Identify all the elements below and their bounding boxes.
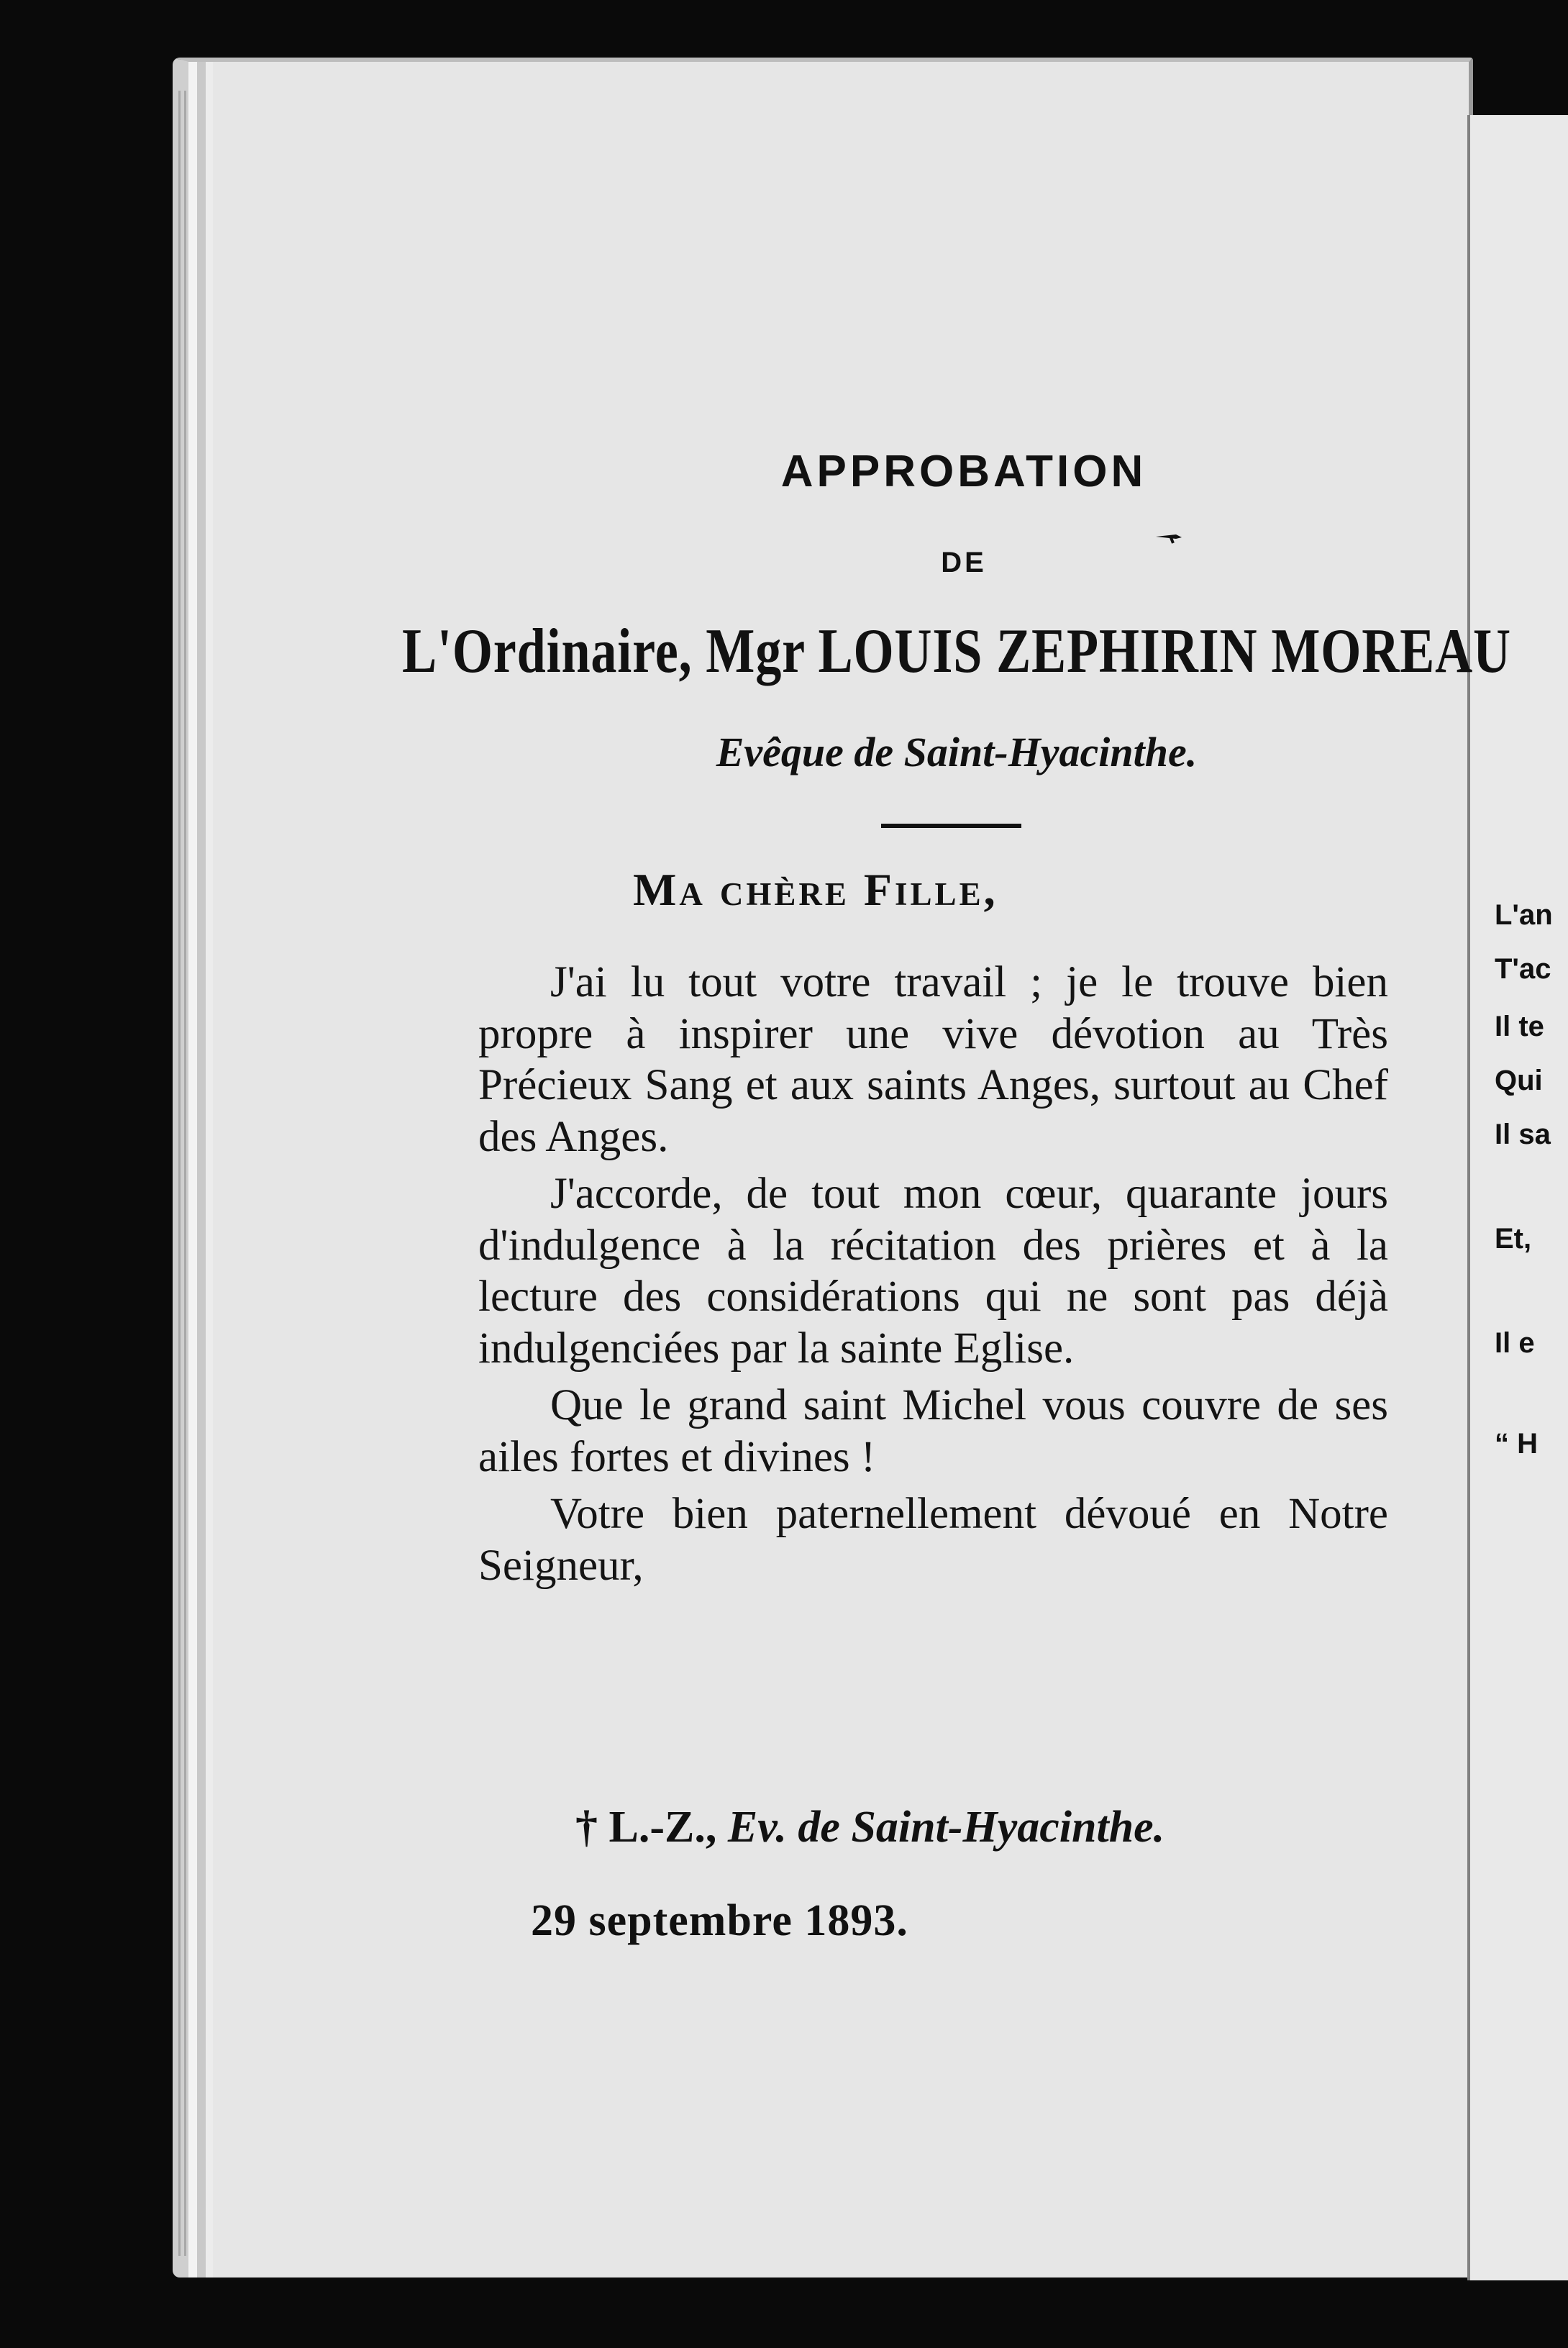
facing-line: “ H: [1495, 1428, 1538, 1460]
approval-heading-de: DE: [941, 547, 987, 578]
letter-body: [478, 957, 1388, 1597]
signature-title: Ev. de Saint-Hyacinthe.: [727, 1803, 1165, 1852]
facing-line: Il sa: [1495, 1119, 1551, 1150]
signature: [575, 1802, 1164, 1853]
facing-line: Il te: [1495, 1011, 1544, 1042]
facing-line: T'ac: [1495, 953, 1551, 985]
divider: [881, 824, 1021, 828]
paragraph: Votre bien paternellement dévoué en Notre Seigneur,: [478, 1490, 1388, 1590]
paragraph: J'accorde, de tout mon cœur, quarante jours d'indulgence à la récitation des prières et à la lecture des considérations qui ne sont pas déjà indulgenciées par la sainte Eglise.: [478, 1170, 1388, 1373]
right-page: [1467, 115, 1568, 2280]
approval-heading: APPROBATION: [780, 447, 1147, 496]
facing-line: Qui: [1495, 1065, 1543, 1096]
salutation: Ma chère Fille,: [633, 864, 998, 915]
facing-line: Il e: [1495, 1327, 1535, 1359]
facing-line: Et,: [1495, 1223, 1532, 1255]
paragraph: Que le grand saint Michel vous couvre de ses ailes fortes et divines !: [478, 1381, 1388, 1481]
page-edge: [178, 91, 181, 2256]
bishop-name: L'Ordinaire, Mgr LOUIS ZEPHIRIN MOREAU: [402, 616, 1511, 686]
letter-date: 29 septembre 1893.: [531, 1896, 908, 1945]
paragraph: J'ai lu tout votre travail ; je le trouve bien propre à inspirer une vive dévotion au Très Précieux Sang et aux saints Anges, surtout au Chef des Anges.: [478, 958, 1388, 1161]
facing-line: L'an: [1495, 899, 1553, 931]
bishop-title: Evêque de Saint-Hyacinthe.: [716, 729, 1198, 775]
ornament-icon: [1154, 529, 1183, 545]
page-edge: [184, 91, 186, 2256]
signature-initials: † L.-Z.,: [575, 1803, 717, 1852]
